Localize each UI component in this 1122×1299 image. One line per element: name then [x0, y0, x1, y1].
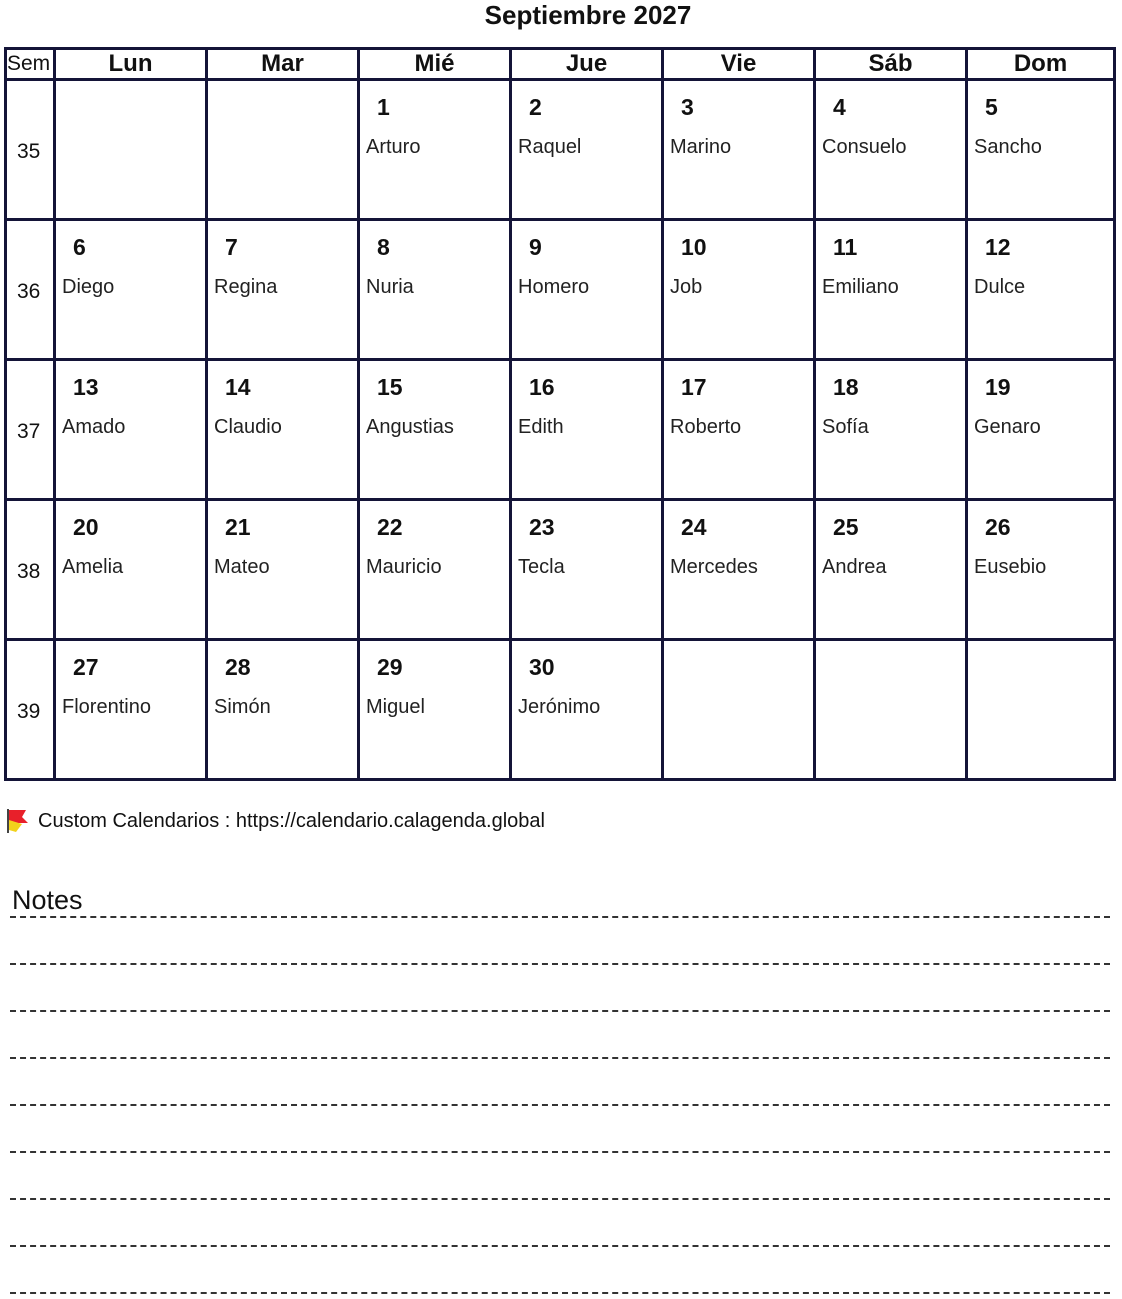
- week-row: [6, 220, 1115, 360]
- day-cell: [207, 360, 359, 500]
- week-number: 38: [17, 560, 41, 583]
- day-cell: [55, 360, 207, 500]
- day-number: 17: [681, 374, 707, 400]
- day-cell: [815, 360, 967, 500]
- day-cell: [511, 80, 663, 220]
- saint-name: Homero: [518, 276, 590, 298]
- day-number: 30: [529, 654, 555, 680]
- day-cell: [207, 640, 359, 780]
- day-cell: [359, 360, 511, 500]
- week-row: [6, 360, 1115, 500]
- day-number: 29: [377, 654, 403, 680]
- week-number-header: Sem: [6, 49, 55, 80]
- day-cell: [359, 80, 511, 220]
- week-row: [6, 500, 1115, 640]
- day-cell: [967, 220, 1115, 360]
- day-number: 1: [377, 94, 390, 120]
- day-number: 23: [529, 514, 555, 540]
- note-line: [10, 1292, 1110, 1294]
- day-cell: [815, 500, 967, 640]
- day-cell: [511, 360, 663, 500]
- day-number: 20: [73, 514, 99, 540]
- day-cell: [663, 640, 815, 780]
- day-number: 6: [73, 234, 86, 260]
- day-cell: [55, 220, 207, 360]
- weekday-header: Vie: [663, 49, 815, 80]
- saint-name: Sancho: [974, 136, 1042, 158]
- day-cell: [55, 640, 207, 780]
- saint-name: Nuria: [366, 276, 414, 298]
- day-number: 5: [985, 94, 998, 120]
- saint-name: Claudio: [214, 416, 282, 438]
- saint-name: Marino: [670, 136, 732, 158]
- saint-name: Miguel: [366, 696, 425, 718]
- day-cell: [359, 220, 511, 360]
- day-cell: [663, 360, 815, 500]
- day-cell: [967, 360, 1115, 500]
- day-number: 9: [529, 234, 542, 260]
- day-number: 8: [377, 234, 390, 260]
- week-row: [6, 640, 1115, 780]
- day-number: 14: [225, 374, 251, 400]
- saint-name: Mateo: [214, 556, 270, 578]
- day-number: 13: [73, 374, 99, 400]
- day-number: 28: [225, 654, 251, 680]
- day-cell: [663, 500, 815, 640]
- note-line: [10, 1057, 1110, 1059]
- day-cell: [815, 220, 967, 360]
- week-number: 37: [17, 420, 41, 443]
- saint-name: Simón: [214, 696, 271, 718]
- day-cell: [511, 500, 663, 640]
- day-number: 26: [985, 514, 1011, 540]
- saint-name: Job: [670, 276, 703, 298]
- footer-text: Custom Calendarios : https://calendario.calagenda.global: [38, 809, 545, 832]
- saint-name: Angustias: [366, 416, 454, 438]
- day-number: 12: [985, 234, 1011, 260]
- day-cell: [511, 640, 663, 780]
- day-number: 25: [833, 514, 859, 540]
- saint-name: Mercedes: [670, 556, 758, 578]
- weekday-header: Lun: [55, 49, 207, 80]
- saint-name: Diego: [62, 276, 115, 298]
- flag-icon: [6, 808, 30, 834]
- saint-name: Regina: [214, 276, 278, 298]
- day-number: 15: [377, 374, 403, 400]
- saint-name: Amado: [62, 416, 126, 438]
- saint-name: Mauricio: [366, 556, 442, 578]
- saint-name: Florentino: [62, 696, 151, 718]
- day-number: 22: [377, 514, 403, 540]
- day-number: 10: [681, 234, 707, 260]
- day-number: 3: [681, 94, 694, 120]
- saint-name: Raquel: [518, 136, 582, 158]
- saint-name: Jerónimo: [518, 696, 601, 718]
- day-cell: [663, 80, 815, 220]
- day-cell: [967, 640, 1115, 780]
- week-number-cell: [6, 640, 55, 780]
- day-number: 11: [833, 234, 858, 260]
- week-number: 36: [17, 280, 41, 303]
- notes-title: Notes: [12, 885, 83, 915]
- weekday-header: Sáb: [815, 49, 967, 80]
- day-number: 21: [225, 514, 251, 540]
- day-cell: [207, 80, 359, 220]
- day-cell: [511, 220, 663, 360]
- week-number-cell: [6, 360, 55, 500]
- note-line: [10, 963, 1110, 965]
- saint-name: Amelia: [62, 556, 124, 578]
- day-cell: [967, 80, 1115, 220]
- saint-name: Sofía: [822, 416, 869, 438]
- saint-name: Andrea: [822, 556, 887, 578]
- weekday-header-row: [6, 49, 1115, 80]
- saint-name: Edith: [518, 416, 564, 438]
- day-number: 19: [985, 374, 1011, 400]
- saint-name: Eusebio: [974, 556, 1047, 578]
- day-number: 2: [529, 94, 542, 120]
- note-line: [10, 1198, 1110, 1200]
- day-cell: [207, 220, 359, 360]
- saint-name: Roberto: [670, 416, 742, 438]
- day-cell: [663, 220, 815, 360]
- weekday-header: Dom: [967, 49, 1115, 80]
- saint-name: Genaro: [974, 416, 1041, 438]
- day-number: 24: [681, 514, 707, 540]
- week-number: 39: [17, 700, 41, 723]
- saint-name: Consuelo: [822, 136, 907, 158]
- weekday-header: Jue: [511, 49, 663, 80]
- day-number: 4: [833, 94, 846, 120]
- day-number: 18: [833, 374, 859, 400]
- week-number-cell: [6, 80, 55, 220]
- note-line: [10, 1245, 1110, 1247]
- day-number: 7: [225, 234, 238, 260]
- note-line: [10, 1151, 1110, 1153]
- day-cell: [55, 500, 207, 640]
- saint-name: Tecla: [518, 556, 565, 578]
- day-cell: [967, 500, 1115, 640]
- day-number: 27: [73, 654, 99, 680]
- week-row: [6, 80, 1115, 220]
- note-line: [10, 916, 1110, 918]
- saint-name: Emiliano: [822, 276, 899, 298]
- day-number: 16: [529, 374, 555, 400]
- weekday-header: Mar: [207, 49, 359, 80]
- day-cell: [359, 500, 511, 640]
- note-line: [10, 1010, 1110, 1012]
- week-number-cell: [6, 500, 55, 640]
- footer-credit: [6, 808, 545, 834]
- day-cell: [359, 640, 511, 780]
- saint-name: Dulce: [974, 276, 1026, 298]
- day-cell: [815, 80, 967, 220]
- saint-name: Arturo: [366, 136, 421, 158]
- day-cell: [55, 80, 207, 220]
- week-number: 35: [17, 140, 41, 163]
- day-cell: [207, 500, 359, 640]
- day-cell: [815, 640, 967, 780]
- week-number-cell: [6, 220, 55, 360]
- note-line: [10, 1104, 1110, 1106]
- calendar-grid: [4, 47, 1116, 781]
- page-title: Septiembre 2027: [484, 0, 692, 30]
- weekday-header: Mié: [359, 49, 511, 80]
